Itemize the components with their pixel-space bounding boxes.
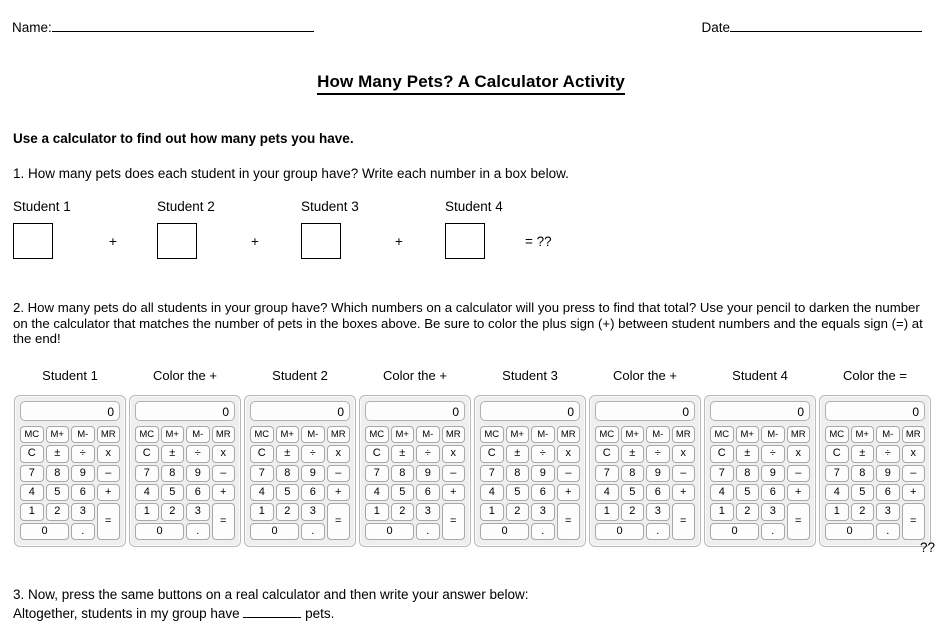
calc-key-1[interactable]: 1	[710, 503, 734, 520]
pet-count-box-4[interactable]	[445, 223, 485, 259]
calc-key-m-minus[interactable]: M-	[301, 426, 325, 443]
calc-key-decimal[interactable]: .	[646, 523, 670, 540]
calculator-keypad	[20, 426, 120, 540]
calc-key-6[interactable]: 6	[646, 484, 670, 501]
calc-key-minus[interactable]: –	[327, 465, 351, 482]
calc-key-3[interactable]: 3	[186, 503, 210, 520]
calc-key-plus[interactable]: +	[327, 484, 351, 501]
calc-key-mr[interactable]: MR	[672, 426, 696, 443]
calc-key-7[interactable]: 7	[710, 465, 734, 482]
calculator-grid	[14, 395, 930, 550]
calc-label-1: Student 1	[42, 368, 98, 383]
calc-key-multiply[interactable]: x	[97, 445, 121, 462]
calc-key-m-minus[interactable]: M-	[71, 426, 95, 443]
calc-key-9[interactable]: 9	[71, 465, 95, 482]
calc-key-mr[interactable]: MR	[97, 426, 121, 443]
calc-key-8[interactable]: 8	[621, 465, 645, 482]
calc-key-divide[interactable]: ÷	[876, 445, 900, 462]
calculator-display: 0	[595, 401, 695, 421]
calc-key-3[interactable]: 3	[531, 503, 555, 520]
pet-count-box-1[interactable]	[13, 223, 53, 259]
calc-key-plus-minus[interactable]: ±	[276, 445, 300, 462]
calculator-3	[244, 395, 356, 547]
calc-key-5[interactable]: 5	[851, 484, 875, 501]
question-3-block	[13, 585, 913, 623]
calc-key-1[interactable]: 1	[365, 503, 389, 520]
calculator-1	[14, 395, 126, 547]
calc-key-6[interactable]: 6	[301, 484, 325, 501]
calc-key-clear[interactable]: C	[825, 445, 849, 462]
page-title-text: How Many Pets? A Calculator Activity	[317, 72, 625, 95]
calc-key-3[interactable]: 3	[416, 503, 440, 520]
calc-label-3: Student 2	[272, 368, 328, 383]
calc-key-divide[interactable]: ÷	[761, 445, 785, 462]
calculator-display: 0	[250, 401, 350, 421]
calc-key-9[interactable]: 9	[646, 465, 670, 482]
calc-key-equals[interactable]: =	[902, 503, 926, 540]
calc-key-multiply[interactable]: x	[557, 445, 581, 462]
calculator-6	[589, 395, 701, 547]
calc-key-2[interactable]: 2	[506, 503, 530, 520]
calc-key-8[interactable]: 8	[391, 465, 415, 482]
calc-key-m-plus[interactable]: M+	[276, 426, 300, 443]
calc-key-8[interactable]: 8	[506, 465, 530, 482]
calc-key-plus-minus[interactable]: ±	[621, 445, 645, 462]
calc-key-5[interactable]: 5	[46, 484, 70, 501]
calc-key-m-minus[interactable]: M-	[186, 426, 210, 443]
calc-key-plus[interactable]: +	[672, 484, 696, 501]
calc-key-2[interactable]: 2	[276, 503, 300, 520]
calc-key-6[interactable]: 6	[876, 484, 900, 501]
calc-key-7[interactable]: 7	[20, 465, 44, 482]
calc-key-clear[interactable]: C	[20, 445, 44, 462]
calc-label-6: Color the +	[613, 368, 677, 383]
q1-student-label-3: Student 3	[301, 199, 359, 214]
calc-key-2[interactable]: 2	[391, 503, 415, 520]
calc-key-4[interactable]: 4	[595, 484, 619, 501]
calc-key-2[interactable]: 2	[851, 503, 875, 520]
calc-key-9[interactable]: 9	[416, 465, 440, 482]
calculator-7	[704, 395, 816, 547]
calc-key-decimal[interactable]: .	[531, 523, 555, 540]
calc-key-6[interactable]: 6	[416, 484, 440, 501]
calc-label-4: Color the +	[383, 368, 447, 383]
calc-key-mc[interactable]: MC	[135, 426, 159, 443]
calc-key-equals[interactable]: =	[442, 503, 466, 540]
calc-label-5: Student 3	[502, 368, 558, 383]
calc-key-minus[interactable]: –	[902, 465, 926, 482]
calc-key-m-minus[interactable]: M-	[416, 426, 440, 443]
calc-key-plus-minus[interactable]: ±	[506, 445, 530, 462]
calc-key-1[interactable]: 1	[825, 503, 849, 520]
calc-key-7[interactable]: 7	[595, 465, 619, 482]
calc-key-8[interactable]: 8	[161, 465, 185, 482]
question-3-line-2	[13, 604, 913, 623]
calc-key-mr[interactable]: MR	[212, 426, 236, 443]
calc-key-equals[interactable]: =	[327, 503, 351, 540]
question-3-line-1: 3. Now, press the same buttons on a real calculator and then write your answer below:	[13, 587, 529, 602]
calc-key-0[interactable]: 0	[710, 523, 759, 540]
calc-key-clear[interactable]: C	[250, 445, 274, 462]
calc-key-mc[interactable]: MC	[710, 426, 734, 443]
calc-key-6[interactable]: 6	[531, 484, 555, 501]
pet-count-box-2[interactable]	[157, 223, 197, 259]
calc-key-5[interactable]: 5	[276, 484, 300, 501]
calc-key-equals[interactable]: =	[212, 503, 236, 540]
calc-key-decimal[interactable]: .	[186, 523, 210, 540]
calc-key-multiply[interactable]: x	[902, 445, 926, 462]
calc-key-multiply[interactable]: x	[787, 445, 811, 462]
calc-key-m-minus[interactable]: M-	[761, 426, 785, 443]
calc-key-m-plus[interactable]: M+	[391, 426, 415, 443]
calc-key-m-minus[interactable]: M-	[646, 426, 670, 443]
calc-key-3[interactable]: 3	[876, 503, 900, 520]
calculator-2	[129, 395, 241, 547]
calc-key-1[interactable]: 1	[480, 503, 504, 520]
calc-key-5[interactable]: 5	[161, 484, 185, 501]
calc-key-plus-minus[interactable]: ±	[161, 445, 185, 462]
calc-key-divide[interactable]: ÷	[186, 445, 210, 462]
calc-key-7[interactable]: 7	[250, 465, 274, 482]
calc-key-0[interactable]: 0	[595, 523, 644, 540]
calculator-keypad	[480, 426, 580, 540]
calc-key-9[interactable]: 9	[301, 465, 325, 482]
calculator-display: 0	[365, 401, 465, 421]
calc-key-divide[interactable]: ÷	[531, 445, 555, 462]
calc-key-7[interactable]: 7	[365, 465, 389, 482]
question-3-line-2-after: pets.	[301, 606, 335, 621]
date-field-group	[701, 18, 922, 35]
calc-key-m-plus[interactable]: M+	[46, 426, 70, 443]
calculator-keypad	[135, 426, 235, 540]
date-write-line[interactable]	[730, 18, 922, 32]
calc-key-plus-minus[interactable]: ±	[46, 445, 70, 462]
answer-blank-line[interactable]	[243, 605, 301, 618]
calc-key-2[interactable]: 2	[621, 503, 645, 520]
calc-key-m-plus[interactable]: M+	[851, 426, 875, 443]
calc-key-mc[interactable]: MC	[20, 426, 44, 443]
calc-key-mc[interactable]: MC	[480, 426, 504, 443]
calc-key-mc[interactable]: MC	[825, 426, 849, 443]
calc-key-equals[interactable]: =	[787, 503, 811, 540]
calc-key-2[interactable]: 2	[46, 503, 70, 520]
calc-key-minus[interactable]: –	[442, 465, 466, 482]
calc-key-6[interactable]: 6	[186, 484, 210, 501]
calc-key-multiply[interactable]: x	[672, 445, 696, 462]
calc-key-m-plus[interactable]: M+	[506, 426, 530, 443]
calc-key-8[interactable]: 8	[46, 465, 70, 482]
calc-key-multiply[interactable]: x	[212, 445, 236, 462]
calc-key-clear[interactable]: C	[595, 445, 619, 462]
calc-key-4[interactable]: 4	[365, 484, 389, 501]
calc-key-0[interactable]: 0	[365, 523, 414, 540]
q1-student-label-2: Student 2	[157, 199, 215, 214]
calc-key-5[interactable]: 5	[736, 484, 760, 501]
calc-key-9[interactable]: 9	[531, 465, 555, 482]
plus-sign-2: +	[251, 234, 259, 249]
calc-key-plus[interactable]: +	[442, 484, 466, 501]
calc-key-8[interactable]: 8	[851, 465, 875, 482]
calc-key-divide[interactable]: ÷	[416, 445, 440, 462]
calculator-display: 0	[20, 401, 120, 421]
calc-key-9[interactable]: 9	[761, 465, 785, 482]
trailing-question-marks: ??	[920, 540, 936, 555]
calculator-8	[819, 395, 931, 547]
calculator-display: 0	[825, 401, 925, 421]
calc-key-divide[interactable]: ÷	[646, 445, 670, 462]
calc-key-plus-minus[interactable]: ±	[391, 445, 415, 462]
calc-key-plus-minus[interactable]: ±	[851, 445, 875, 462]
calc-key-9[interactable]: 9	[186, 465, 210, 482]
calc-key-plus[interactable]: +	[212, 484, 236, 501]
calc-key-1[interactable]: 1	[595, 503, 619, 520]
calc-key-decimal[interactable]: .	[416, 523, 440, 540]
calc-key-8[interactable]: 8	[736, 465, 760, 482]
calc-key-8[interactable]: 8	[276, 465, 300, 482]
calc-key-9[interactable]: 9	[876, 465, 900, 482]
name-write-line[interactable]	[52, 18, 314, 32]
calc-key-3[interactable]: 3	[761, 503, 785, 520]
question-3-line-2-before: Altogether, students in my group have	[13, 606, 244, 621]
calc-key-clear[interactable]: C	[710, 445, 734, 462]
calc-key-decimal[interactable]: .	[761, 523, 785, 540]
calc-key-0[interactable]: 0	[250, 523, 299, 540]
calculator-keypad	[365, 426, 465, 540]
calc-key-equals[interactable]: =	[97, 503, 121, 540]
calc-label-2: Color the +	[153, 368, 217, 383]
calc-key-m-plus[interactable]: M+	[736, 426, 760, 443]
calc-key-plus[interactable]: +	[787, 484, 811, 501]
calc-key-3[interactable]: 3	[646, 503, 670, 520]
calc-key-m-plus[interactable]: M+	[161, 426, 185, 443]
calc-key-4[interactable]: 4	[825, 484, 849, 501]
calculator-5	[474, 395, 586, 547]
calc-key-2[interactable]: 2	[161, 503, 185, 520]
calc-key-mc[interactable]: MC	[365, 426, 389, 443]
calc-key-4[interactable]: 4	[20, 484, 44, 501]
name-field-group	[12, 18, 314, 35]
calc-key-mc[interactable]: MC	[595, 426, 619, 443]
calc-key-1[interactable]: 1	[250, 503, 274, 520]
calculator-keypad	[710, 426, 810, 540]
calc-key-7[interactable]: 7	[480, 465, 504, 482]
calculator-column-labels	[14, 368, 930, 386]
calc-key-clear[interactable]: C	[135, 445, 159, 462]
calculator-display: 0	[710, 401, 810, 421]
plus-sign-1: +	[109, 234, 117, 249]
calc-key-decimal[interactable]: .	[876, 523, 900, 540]
calculator-4	[359, 395, 471, 547]
calc-key-5[interactable]: 5	[621, 484, 645, 501]
q1-student-label-4: Student 4	[445, 199, 503, 214]
calc-key-4[interactable]: 4	[135, 484, 159, 501]
calc-key-mr[interactable]: MR	[557, 426, 581, 443]
calc-key-mr[interactable]: MR	[327, 426, 351, 443]
calc-key-0[interactable]: 0	[135, 523, 184, 540]
calc-key-equals[interactable]: =	[557, 503, 581, 540]
calc-key-minus[interactable]: –	[672, 465, 696, 482]
calc-key-1[interactable]: 1	[20, 503, 44, 520]
q1-total-placeholder: = ??	[525, 234, 552, 249]
q1-student-label-1: Student 1	[13, 199, 71, 214]
calculator-keypad	[250, 426, 350, 540]
calc-key-minus[interactable]: –	[557, 465, 581, 482]
calc-key-plus[interactable]: +	[902, 484, 926, 501]
date-label: Date	[701, 20, 730, 35]
calc-key-plus-minus[interactable]: ±	[736, 445, 760, 462]
calc-key-6[interactable]: 6	[71, 484, 95, 501]
calc-key-multiply[interactable]: x	[327, 445, 351, 462]
calc-label-8: Color the =	[843, 368, 907, 383]
calc-key-plus[interactable]: +	[97, 484, 121, 501]
calculator-keypad	[595, 426, 695, 540]
worksheet-header	[12, 18, 930, 38]
calc-key-mc[interactable]: MC	[250, 426, 274, 443]
calc-key-minus[interactable]: –	[212, 465, 236, 482]
calc-key-minus[interactable]: –	[787, 465, 811, 482]
calculator-display: 0	[480, 401, 580, 421]
calc-key-5[interactable]: 5	[506, 484, 530, 501]
calculator-keypad	[825, 426, 925, 540]
calc-key-3[interactable]: 3	[71, 503, 95, 520]
calc-key-m-plus[interactable]: M+	[621, 426, 645, 443]
calc-key-mr[interactable]: MR	[787, 426, 811, 443]
calc-key-plus[interactable]: +	[557, 484, 581, 501]
calc-key-mr[interactable]: MR	[902, 426, 926, 443]
pet-count-box-3[interactable]	[301, 223, 341, 259]
calculator-display: 0	[135, 401, 235, 421]
name-label: Name:	[12, 20, 52, 35]
question-2-text: 2. How many pets do all students in your group have? Which numbers on a calculator will you press to find that total? Use your pencil to darken the number on the calculator that matches the number of pets in the boxes above. Be sure to color the plus sign (+) between student numbers and the equals sign (=) at the end!	[13, 300, 923, 346]
calc-key-m-minus[interactable]: M-	[531, 426, 555, 443]
calc-key-4[interactable]: 4	[710, 484, 734, 501]
calc-key-6[interactable]: 6	[761, 484, 785, 501]
calc-key-equals[interactable]: =	[672, 503, 696, 540]
calc-key-0[interactable]: 0	[20, 523, 69, 540]
main-instruction: Use a calculator to find out how many pets you have.	[13, 131, 354, 146]
calc-key-7[interactable]: 7	[825, 465, 849, 482]
question-1-answer-boxes	[13, 223, 613, 263]
calc-key-divide[interactable]: ÷	[71, 445, 95, 462]
calc-key-divide[interactable]: ÷	[301, 445, 325, 462]
calc-key-m-minus[interactable]: M-	[876, 426, 900, 443]
calc-key-4[interactable]: 4	[250, 484, 274, 501]
calc-key-mr[interactable]: MR	[442, 426, 466, 443]
question-1-text: 1. How many pets does each student in your group have? Write each number in a box below.	[13, 166, 569, 181]
calc-key-minus[interactable]: –	[97, 465, 121, 482]
calc-key-2[interactable]: 2	[736, 503, 760, 520]
question-1-student-labels	[13, 199, 613, 217]
calc-key-7[interactable]: 7	[135, 465, 159, 482]
calc-key-3[interactable]: 3	[301, 503, 325, 520]
calc-key-0[interactable]: 0	[480, 523, 529, 540]
calc-label-7: Student 4	[732, 368, 788, 383]
plus-sign-3: +	[395, 234, 403, 249]
calc-key-multiply[interactable]: x	[442, 445, 466, 462]
calc-key-0[interactable]: 0	[825, 523, 874, 540]
calc-key-clear[interactable]: C	[365, 445, 389, 462]
calc-key-clear[interactable]: C	[480, 445, 504, 462]
calc-key-1[interactable]: 1	[135, 503, 159, 520]
calc-key-decimal[interactable]: .	[301, 523, 325, 540]
page-title	[0, 72, 942, 95]
calc-key-5[interactable]: 5	[391, 484, 415, 501]
calc-key-decimal[interactable]: .	[71, 523, 95, 540]
calc-key-4[interactable]: 4	[480, 484, 504, 501]
